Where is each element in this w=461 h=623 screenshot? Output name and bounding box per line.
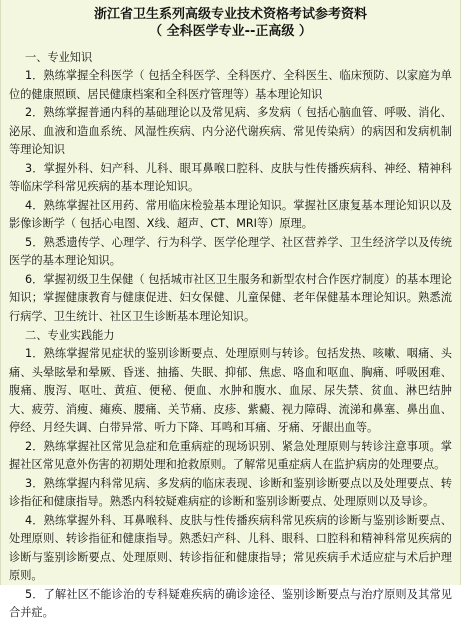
section-professional-knowledge <box>9 48 452 326</box>
list-item: 1．熟练掌握常见症状的鉴别诊断要点、处理原则与转诊。包括发热、咳嗽、咽痛、头痛、头晕眩晕和晕厥、昏迷、抽搐、失眠、抑郁、焦虑、咯血和呕血、胸痛、呼吸困难、腹痛、腹泻、呕吐、黄疸、便秘、便血、水肿和腹水、血尿、尿失禁、贫血、淋巴结肿大、疲劳、消瘦、瘫痪、腰痛、关节痛、皮疹、紫癜、视力障碍、流涕和鼻塞、鼻出血、停经、月经失调、白带异常、听力下降、耳鸣和耳痛、牙痛、牙龈出血等。 <box>9 347 452 434</box>
list-item: 6．掌握初级卫生保健（ 包括城市社区卫生服务和新型农村合作医疗制度）的基本理论知识；掌握健康教育与健康促进、妇女保健、儿童保健、老年保健基本理论知识。熟悉流行病学、卫生统计、社区卫生诊断基本理论知识。 <box>9 272 452 323</box>
list-item: 3．掌握外科、妇产科、儿科、眼耳鼻喉口腔科、皮肤与性传播疾病科、神经、精神科等临床学科常见疾病的基本理论知识。 <box>9 161 452 193</box>
list-item: 2．熟练掌握普通内科的基础理论以及常见病、多发病（ 包括心脑血管、呼吸、消化、泌尿、血液和造血系统、风湿性疾病、内分泌代谢疾病、常见传染病）的病因和发病机制等理论知识 <box>9 106 452 156</box>
list-item: 2．熟练掌握社区常见急症和危重病症的现场识别、紧急处理原则与转诊注意事项。掌握社区常见意外伤害的初期处理和抢救原则。了解常见重症病人在监护病房的处理要点。 <box>9 439 452 471</box>
section-heading: 二、专业实践能力 <box>25 329 115 342</box>
list-item: 5．熟悉遗传学、心理学、行为科学、医学伦理学、社区营养学、卫生经济学以及传统医学的基本理论知识。 <box>9 235 452 267</box>
list-item: 3．熟练掌握内科常见病、多发病的临床表现、诊断和鉴别诊断要点以及处理要点、转诊指征和健康指导。熟悉内科较疑难病症的诊断和鉴别诊断要点、处理原则以及导诊。 <box>9 476 452 508</box>
list-item: 5．了解社区不能诊治的专科疑难疾病的确诊途径、鉴别诊断要点与治疗原则及其常见合并症。 <box>9 587 452 619</box>
list-item: 4．熟练掌握外科、耳鼻喉科、皮肤与性传播疾病科常见疾病的诊断与鉴别诊断要点、处理原则、转诊指征和健康指导。熟悉妇产科、儿科、眼科、口腔科和精神科常见疾病的诊断与鉴别诊断要点、处理原则、转诊指征和健康指导；常见疾病手术适应症与术后护理原则。 <box>9 513 452 582</box>
document-title: 浙江省卫生系列高级专业技术资格考试参考资料 <box>93 7 367 22</box>
list-item: 4．熟练掌握社区用药、常用临床检验基本理论知识。掌握社区康复基本理论知识以及影像诊断学（ 包括心电图、X线、超声、CT、MRI等）原理。 <box>9 198 452 230</box>
section-heading: 一、专业知识 <box>25 51 93 64</box>
document-subtitle: （ 全科医学专业--正高级 ） <box>149 24 312 39</box>
list-item: 1．熟练掌握全科医学（ 包括全科医学、全科医疗、全科医生、临床预防、以家庭为单位的健康照顾、居民健康档案和全科医疗管理等）基本理论知识 <box>9 69 452 101</box>
section-practice-ability <box>9 326 452 623</box>
